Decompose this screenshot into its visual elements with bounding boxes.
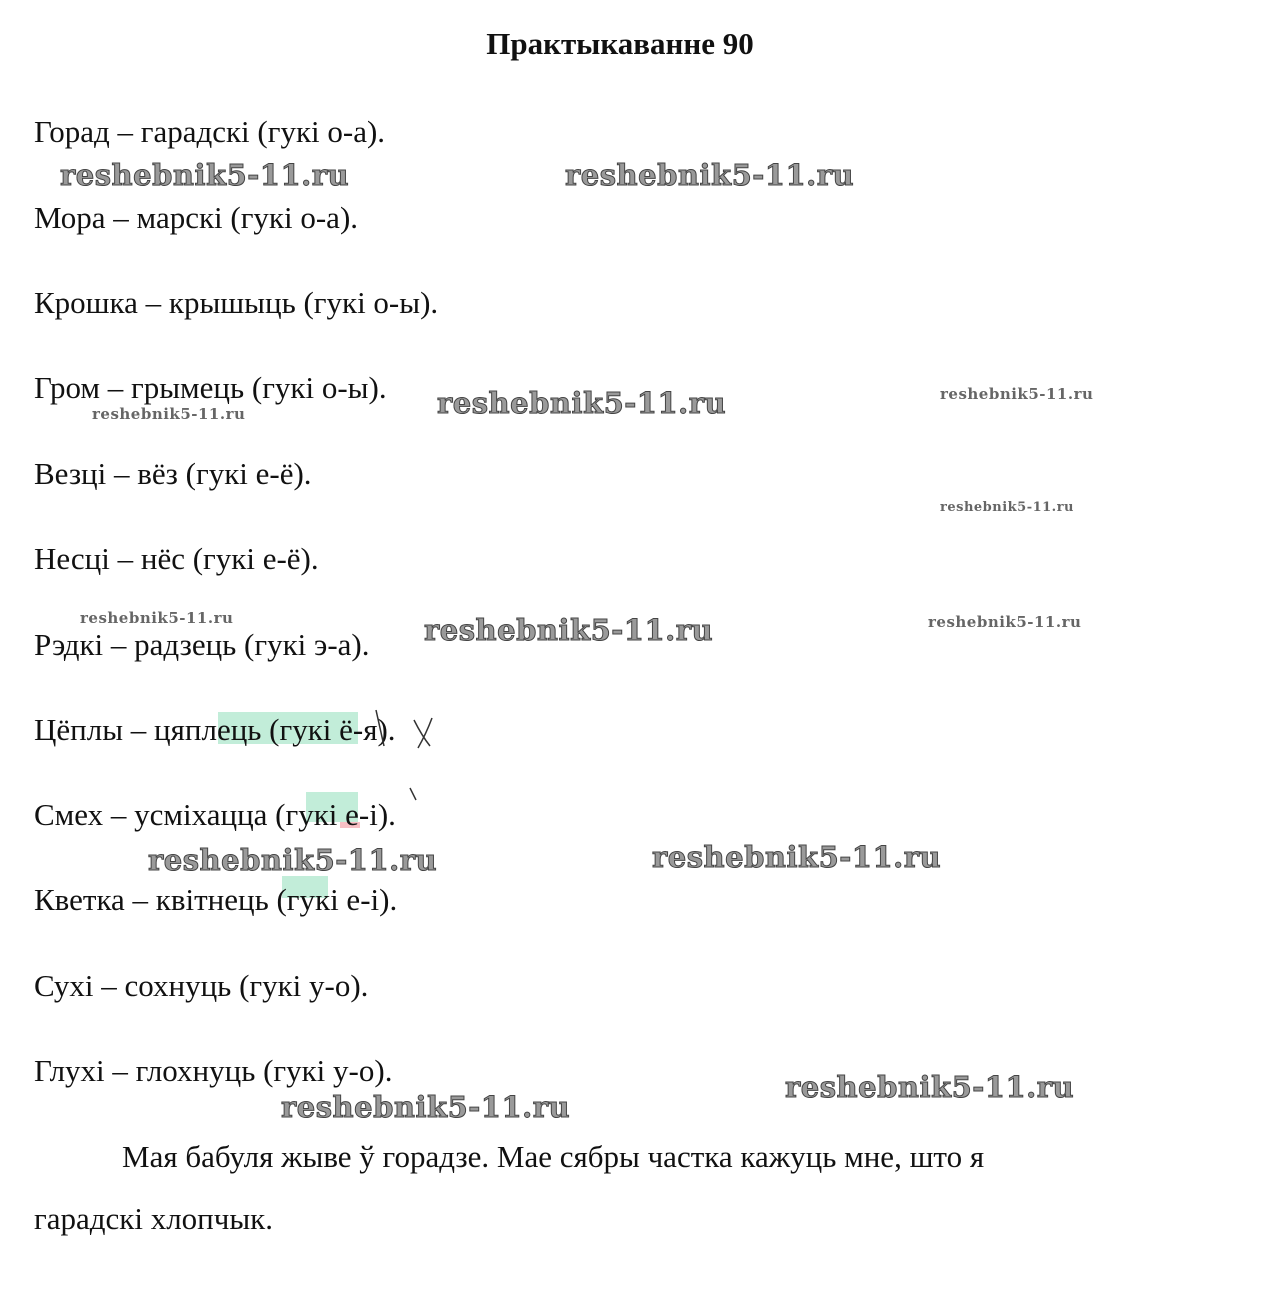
word-pair-line: Сухі – сохнуць (гукі у-о).	[34, 968, 369, 1003]
word-pair-line: Цёплы – цяплець (гукі ё-я).	[34, 712, 396, 747]
word-pair-line: Мора – марскі (гукі о-а).	[34, 200, 359, 235]
word-pair-line: Гром – грымець (гукі о-ы).	[34, 370, 387, 405]
watermark: reshebnik5-11.ru	[565, 158, 855, 192]
watermark: reshebnik5-11.ru	[60, 158, 350, 192]
watermark: reshebnik5-11.ru	[281, 1090, 571, 1124]
watermark: reshebnik5-11.ru	[148, 843, 438, 877]
watermark: reshebnik5-11.ru	[940, 385, 1094, 403]
paragraph-line-1: Мая бабуля жыве ў горадзе. Мае сябры частка кажуць мне, што я	[122, 1139, 985, 1174]
word-pair-line: Рэдкі – радзець (гукі э-а).	[34, 627, 370, 662]
watermark: reshebnik5-11.ru	[928, 613, 1082, 631]
word-pair-line: Несці – нёс (гукі е-ё).	[34, 541, 319, 576]
word-pair-line: Кветка – квітнець (гукі е-і).	[34, 882, 398, 917]
watermark: reshebnik5-11.ru	[92, 405, 246, 423]
word-pair-line: Смех – усміхацца (гукі е-і).	[34, 797, 396, 832]
word-pair-line: Крошка – крышыць (гукі о-ы).	[34, 285, 439, 320]
handwritten-mark	[370, 706, 450, 756]
watermark: reshebnik5-11.ru	[940, 500, 1075, 515]
word-pair-line: Везці – вёз (гукі е-ё).	[34, 456, 312, 491]
watermark: reshebnik5-11.ru	[785, 1070, 1075, 1104]
watermark: reshebnik5-11.ru	[424, 613, 714, 647]
watermark: reshebnik5-11.ru	[80, 609, 234, 627]
word-pair-line: Глухі – глохнуць (гукі у-о).	[34, 1053, 393, 1088]
handwritten-mark	[406, 786, 426, 806]
paragraph-line-2: гарадскі хлопчык.	[34, 1201, 273, 1236]
page-title: Практыкаванне 90	[486, 26, 754, 61]
word-pair-line: Горад – гарадскі (гукі о-а).	[34, 114, 386, 149]
watermark: reshebnik5-11.ru	[437, 386, 727, 420]
watermark: reshebnik5-11.ru	[652, 840, 942, 874]
